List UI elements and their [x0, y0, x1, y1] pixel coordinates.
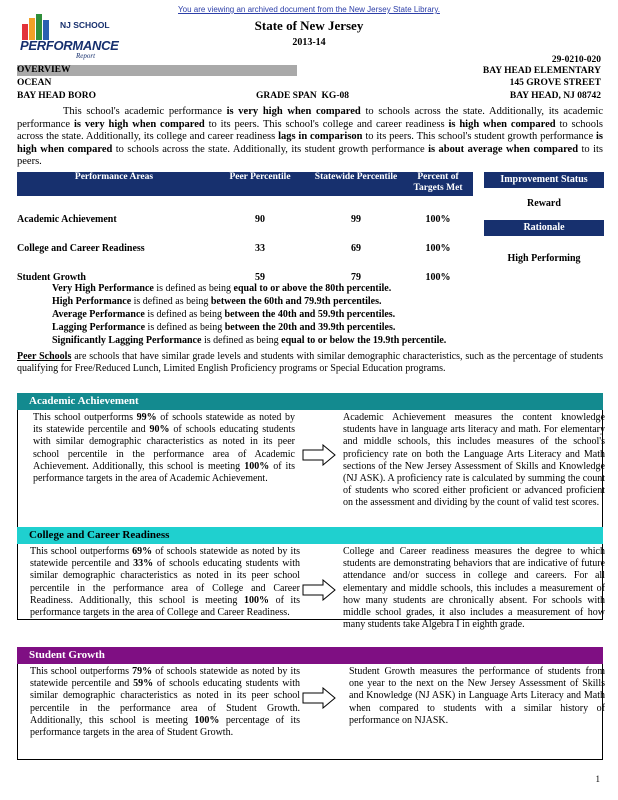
school-address: 145 GROVE STREET: [509, 78, 601, 88]
row-area: College and Career Readiness: [17, 243, 145, 254]
definition-term: Very High Performance: [52, 283, 154, 294]
right-arrow-icon: [302, 444, 336, 466]
col-header-area: Performance Areas: [17, 172, 211, 196]
stat: 99%: [136, 412, 157, 423]
overview-label: OVERVIEW: [17, 65, 71, 75]
row-state: 99: [351, 214, 361, 225]
definition-text: is defined as being: [131, 296, 211, 307]
college-left-text: [30, 546, 300, 619]
definition-range: equal to or below the 19.9th percentile.: [281, 335, 447, 346]
growth-right-text: Student Growth measures the performance of students from one year to the next on the New Jersey Assessment of Skills and Knowledge (NJ ASK) in Language Arts Literacy and Math when compared to students with a similar history of performance on NJASK.: [349, 666, 605, 726]
logo-line3: Report: [76, 52, 96, 60]
district-name: BAY HEAD BORO: [17, 91, 97, 101]
college-right-text: College and Career readiness measures the degree to which students are demonstrating behaviors that are indicative of future attendance and/or success in college and careers. For all elementary and middle schools, this includes a measurement of how many students are chronically absent. For schools with middle school grades, it also includes a measurement of how many students take Algebra I in eighth grade.: [343, 546, 605, 631]
logo-line1: NJ SCHOOL: [60, 20, 110, 30]
summary-emph: is high when compared: [17, 131, 603, 155]
academic-right-text: Academic Achievement measures the content knowledge students have in language arts literacy and math. For elementary and middle schools, this includes measures of the school's proficiency rate on both the Language Arts Literacy and Math sections of the New Jersey Assessment of Skills and Knowledge (NJ ASK). A proficiency rate is calculated by summing the count of students who scored either proficient or advanced proficient on the assessment and dividing by the count of valid test scores.: [343, 412, 605, 509]
summary-emph: is very high when compared: [226, 106, 361, 117]
col-header-targets: Percent of Targets Met: [403, 172, 473, 196]
grade-span-value: KG-08: [321, 91, 349, 101]
growth-left-text: [30, 666, 300, 739]
state-title: State of New Jersey: [254, 18, 364, 33]
definition-line: [52, 321, 592, 334]
performance-table: [17, 172, 473, 283]
right-arrow-icon: [302, 579, 336, 601]
definition-line: [52, 282, 592, 295]
definition-range: between the 60th and 79.9th percentiles.: [210, 296, 382, 307]
stat: 90%: [149, 424, 170, 436]
row-targets: 100%: [425, 272, 451, 283]
definition-line: [52, 334, 592, 347]
definition-text: is defined as being: [153, 283, 234, 294]
row-area: Student Growth: [17, 272, 86, 283]
text: of schools statewide as noted by its statewide percentile and: [30, 546, 300, 570]
rationale-value: High Performing: [507, 253, 581, 264]
school-year: 2013-14: [292, 37, 326, 48]
section-header-growth: Student Growth: [17, 647, 603, 664]
text: of schools educating students with similar demographic characteristics as noted in its peer school percentile in the performance area of Academic Achievement. Additionally, this school is meeting: [33, 424, 295, 472]
text: of its performance targets in the area of Academic Achievement.: [33, 460, 295, 485]
table-header-row: [17, 172, 473, 196]
definition-range: between the 20th and 39.9th percentiles.: [224, 322, 396, 333]
definition-line: [52, 308, 592, 321]
text: of schools statewide as noted by its statewide percentile and: [33, 412, 296, 436]
row-targets: 100%: [425, 243, 451, 254]
definition-range: equal to or above the 80th percentile.: [233, 283, 392, 294]
row-area: Academic Achievement: [17, 214, 117, 225]
section-title: College and Career Readiness: [29, 529, 170, 541]
grade-span: [256, 91, 349, 101]
text: This school outperforms: [33, 412, 137, 423]
section-header-college: [17, 527, 603, 544]
definition-term: High Performance: [52, 296, 132, 307]
summary-text: This school's academic performance: [63, 106, 227, 117]
definition-line: [52, 295, 592, 308]
performance-definitions: [52, 282, 592, 347]
definition-term: Average Performance: [52, 309, 145, 320]
stat: 100%: [244, 594, 269, 606]
row-peer: 90: [255, 214, 265, 225]
summary-emph: lags in comparison: [278, 131, 363, 142]
summary-text: to schools across the state. Additionally, its student growth performance: [112, 143, 429, 155]
row-state: 69: [351, 243, 361, 254]
peer-schools-text: are schools that have similar grade levels and students with similar demographic characteristics, such as the percentage of students qualifying for Free/Reduced Lunch, Limited English Proficiency programs or Special Education programs.: [17, 351, 603, 374]
school-name: BAY HEAD ELEMENTARY: [482, 66, 601, 76]
improvement-status-value: Reward: [527, 198, 561, 209]
definition-text: is defined as being: [145, 322, 225, 333]
summary-text: to its peers.: [17, 143, 603, 167]
summary-paragraph: [17, 106, 603, 169]
definition-term: Significantly Lagging Performance: [52, 335, 202, 346]
summary-emph: is high when compared: [448, 118, 556, 130]
right-arrow-icon: [302, 687, 336, 709]
logo-line2: PERFORMANCE: [20, 38, 119, 53]
table-row: [17, 254, 473, 283]
text: This school outperforms: [30, 666, 133, 677]
peer-schools-paragraph: [17, 351, 603, 375]
stat: 59%: [133, 678, 154, 690]
definition-text: is defined as being: [144, 309, 225, 320]
definition-range: between the 40th and 59.9th percentiles.: [224, 309, 396, 320]
summary-emph: is very high when compared: [73, 118, 205, 130]
academic-left-text: [33, 412, 295, 485]
section-header-academic: Academic Achievement: [17, 393, 603, 410]
summary-emph: is about average when compared: [428, 143, 579, 155]
page-number: 1: [595, 774, 600, 784]
text: of schools educating students with similar demographic characteristics as noted in its peer school percentile in the performance area of Student Growth. Additionally, this school is meeting: [30, 678, 300, 726]
archive-notice-link[interactable]: You are viewing an archived document from the New Jersey State Library.: [178, 5, 440, 14]
table-row: [17, 225, 473, 254]
summary-text: to schools across the state. Additionally, its academic performance: [17, 106, 603, 130]
stat: 79%: [132, 666, 153, 677]
summary-text: to its peers. This school's college and career readiness: [204, 118, 449, 130]
text: of schools educating students with similar demographic characteristics as noted in its peer school percentile in the performance area of College and Career Readiness. Additionally, this school is meeting: [30, 558, 300, 606]
summary-text: to its peers. This school's student growth performance: [362, 131, 596, 142]
text: percentage of its performance targets in the area of Student Growth.: [30, 714, 300, 739]
row-peer: 59: [255, 272, 265, 283]
row-state: 79: [351, 272, 361, 283]
school-code: 29-0210-020: [551, 55, 601, 65]
rationale-header: Rationale: [484, 220, 604, 236]
col-header-peer: Peer Percentile: [211, 172, 309, 196]
stat: 100%: [194, 714, 220, 726]
school-city: BAY HEAD, NJ 08742: [509, 91, 601, 101]
text: This school outperforms: [30, 546, 133, 557]
stat: 100%: [244, 460, 270, 472]
stat: 69%: [132, 546, 153, 557]
summary-text: to schools across the state. Additionally, its college and career readiness: [17, 118, 603, 142]
definition-text: is defined as being: [201, 335, 282, 346]
row-targets: 100%: [425, 214, 451, 225]
stat: 33%: [133, 558, 154, 570]
county-name: OCEAN: [17, 78, 52, 88]
text: of schools statewide as noted by its statewide percentile and: [30, 666, 300, 690]
table-row: [17, 196, 473, 225]
col-header-state: Statewide Percentile: [309, 172, 403, 196]
improvement-status-header: Improvement Status: [484, 172, 604, 188]
peer-schools-term: Peer Schools: [17, 351, 72, 362]
definition-term: Lagging Performance: [52, 322, 146, 333]
grade-span-label: GRADE SPAN: [256, 91, 317, 101]
text: of its performance targets in the area of College and Career Readiness.: [30, 594, 300, 619]
row-peer: 33: [255, 243, 265, 254]
